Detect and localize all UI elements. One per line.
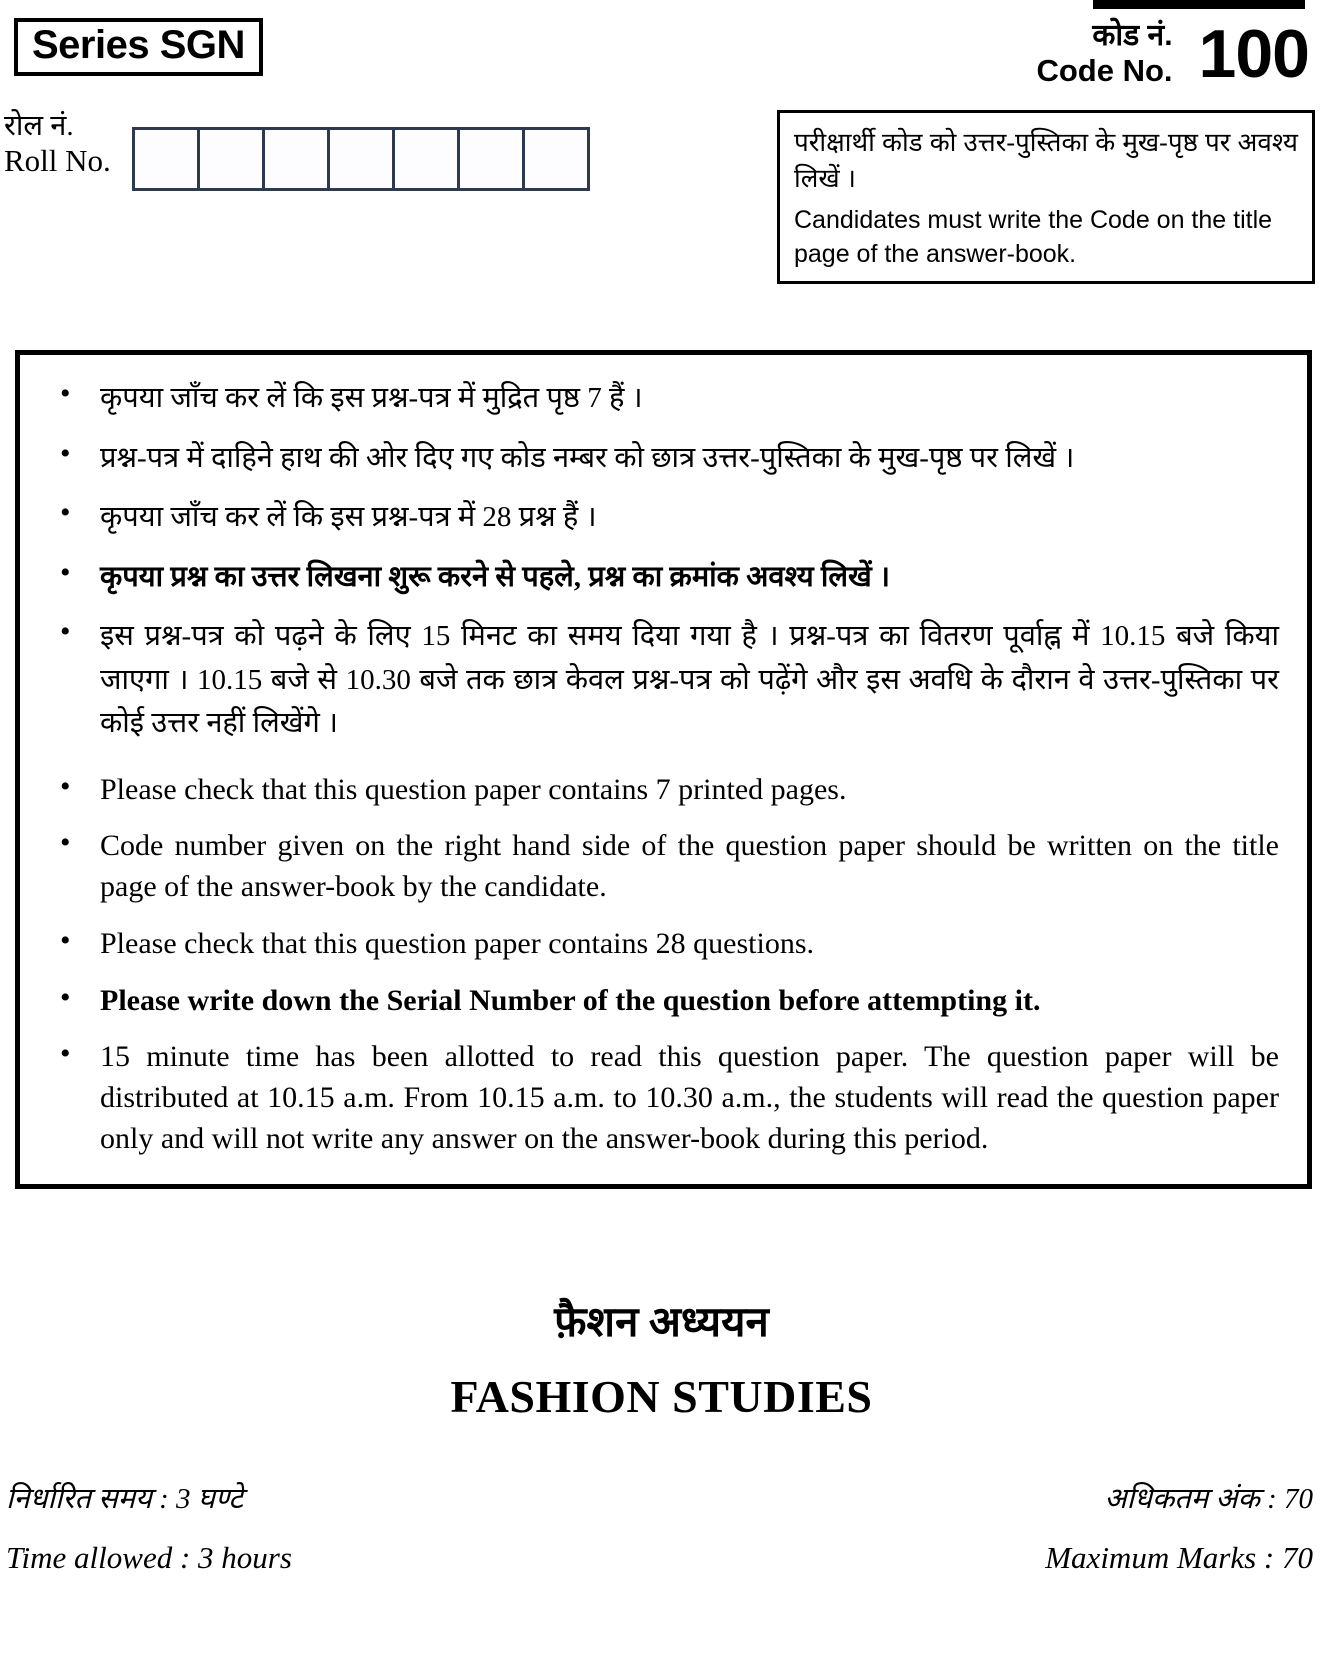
roll-number-cell[interactable] [262,127,330,191]
instruction-item-hindi-4 [42,556,1279,600]
candidate-note-hindi: परीक्षार्थी कोड को उत्तर-पुस्तिका के मुख-पृष्ठ पर अवश्य लिखें । [794,128,1298,194]
roll-number-boxes[interactable] [132,127,590,191]
instruction-item-hindi-3 [42,496,1279,540]
code-label-english: Code No. [1036,53,1173,89]
time-allowed-hindi: निर्धारित समय : 3 घण्टे [6,1483,243,1515]
roll-number-labels [4,110,132,179]
candidate-note-box [777,110,1315,284]
roll-number-cell[interactable] [392,127,460,191]
instruction-text: • कृपया जाँच कर लें कि इस प्रश्न-पत्र में मुद्रित पृष्ठ 7 हैं । [100,382,643,414]
maximum-marks-hindi: अधिकतम अंक : 70 [1104,1483,1313,1515]
candidate-note-english: Candidates must write the Code on the title page of the answer-book. [794,205,1273,268]
instruction-text: • 15 minute time has been allotted to read this question paper. The question paper will be distributed at 10.15 a.m. From 10.15 a.m. to 10.30 a.m., the students will read the question paper only and will not write any answer on the answer-book during this period. [100,1040,1279,1156]
exam-meta-english [6,1540,1313,1576]
exam-meta-hindi [6,1478,1313,1517]
instruction-text: • कृपया जाँच कर लें कि इस प्रश्न-पत्र में 28 प्रश्न हैं । [100,501,597,533]
roll-number-label-english: Roll No. [4,143,111,179]
instruction-text: • प्रश्न-पत्र में दाहिने हाथ की ओर दिए गए कोड नम्बर को छात्र उत्तर-पुस्तिका के मुख-पृष्ठ पर लिखें । [100,441,1075,474]
code-number-row [1036,15,1309,92]
time-allowed-english: Time allowed : 3 hours [6,1540,292,1575]
page-header [0,0,1323,310]
code-top-rule [1093,0,1305,9]
roll-number-cell[interactable] [197,127,265,191]
instructions-list [42,377,1279,1160]
instruction-item-english-3 [42,924,1279,965]
instruction-item-hindi-1 [42,377,1279,421]
roll-number-cell[interactable] [522,127,590,191]
code-label-hindi: कोड नं. [1092,19,1173,52]
instruction-item-english-1 [42,770,1279,811]
maximum-marks-english: Maximum Marks : 70 [1045,1540,1313,1575]
instruction-item-hindi-2 [42,437,1279,481]
code-number-labels [1036,18,1172,90]
subject-title-hindi: फ़ैशन अध्ययन [554,1300,769,1346]
instruction-item-english-2 [42,826,1279,908]
instruction-text: • कृपया प्रश्न का उत्तर लिखना शुरू करने से पहले, प्रश्न का क्रमांक अवश्य लिखें । [100,560,891,593]
code-number-value: 100 [1198,15,1309,92]
instruction-item-english-5 [42,1037,1279,1159]
instruction-text: • Please check that this question paper contains 7 printed pages. [100,772,847,806]
instructions-box [15,350,1312,1189]
roll-number-label-hindi: रोल नं. [4,110,74,142]
roll-number-cell[interactable] [132,127,200,191]
series-badge: Series SGN [14,18,263,76]
instruction-text: • Code number given on the right hand side of the question paper should be written on the title page of the answer-book by the candidate. [100,829,1279,904]
roll-number-cell[interactable] [327,127,395,191]
roll-number-field [4,110,590,191]
instruction-item-english-4 [42,981,1279,1022]
roll-number-cell[interactable] [457,127,525,191]
instruction-text: • Please write down the Serial Number of the question before attempting it. [100,983,1041,1017]
instruction-text: • इस प्रश्न-पत्र को पढ़ने के लिए 15 मिनट का समय दिया गया है । प्रश्न-पत्र का वितरण पूर्वाह्न में 10.15 बजे किया जाएगा । 10.15 बजे से 10.30 बजे तक छात्र केवल प्रश्न-पत्र को पढ़ेंगे और इस अवधि के दौरान वे उत्तर-पुस्तिका पर कोई उत्तर नहीं लिखेंगे । [100,620,1279,739]
subject-title-english: FASHION STUDIES [450,1371,873,1422]
instruction-text: • Please check that this question paper contains 28 questions. [100,926,815,960]
instruction-item-hindi-5 [42,615,1279,746]
